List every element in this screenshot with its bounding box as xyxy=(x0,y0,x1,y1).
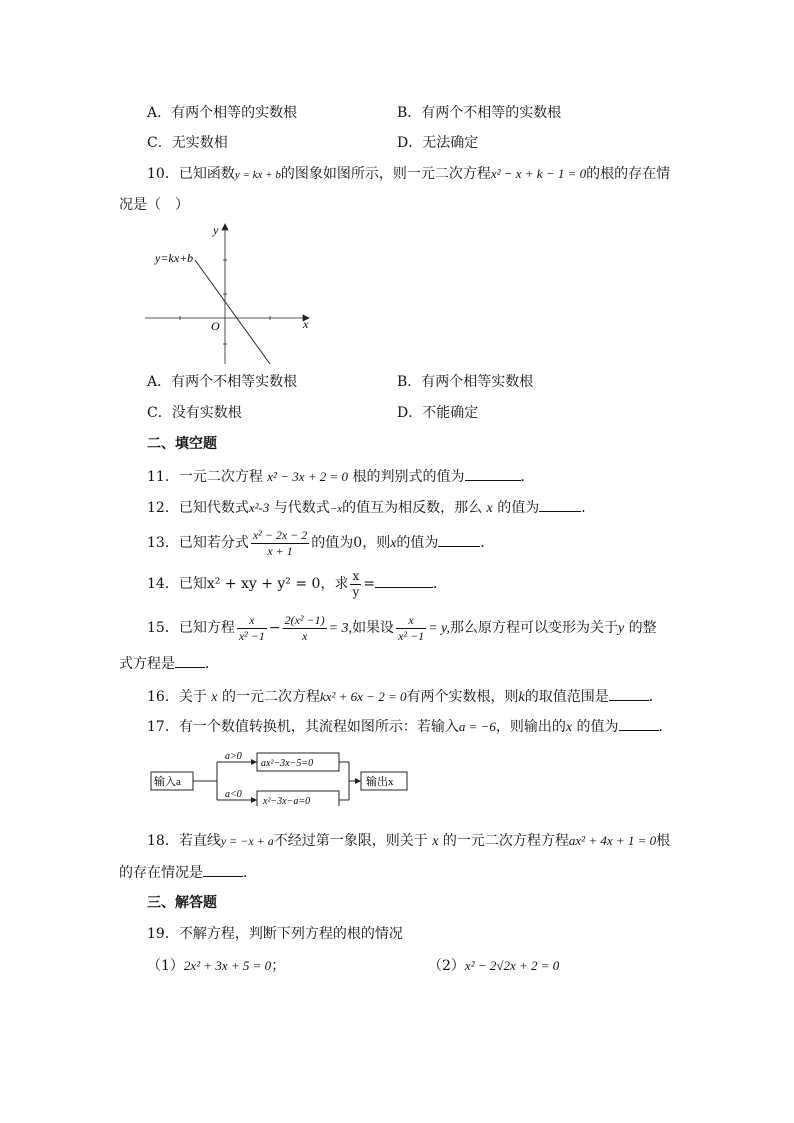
q15-fraction-2 xyxy=(283,613,327,644)
q14-end: ． xyxy=(432,576,447,592)
q14-blank xyxy=(375,573,433,588)
q13 xyxy=(147,526,494,561)
q18-blank xyxy=(203,862,243,877)
q10-line1 xyxy=(147,164,670,185)
q16-var: x xyxy=(211,690,218,705)
q19-number: 19． xyxy=(147,926,179,942)
q16 xyxy=(147,686,663,708)
q19-p1-label: （1） xyxy=(147,958,184,974)
q10-option-d: D．不能确定 xyxy=(397,405,479,421)
q18-text-c: 的一元二次方程方程 xyxy=(442,833,569,849)
q18-line-eq: y = −x + a xyxy=(220,834,274,848)
q12 xyxy=(147,497,595,519)
q11-text-b: 根的判别式的值为 xyxy=(352,469,465,485)
q17-text-c: 的值为 xyxy=(576,719,619,735)
q13-text-a: 已知若分式 xyxy=(178,535,249,551)
q15-eq-y: = y, xyxy=(428,621,450,636)
graph-line xyxy=(195,260,270,364)
q15-end: ． xyxy=(205,656,219,672)
q17-text-a: 有一个数值转换机，其流程如图所示：若输入 xyxy=(178,719,459,735)
q15-fraction-3 xyxy=(396,613,426,644)
graph-origin-label: O xyxy=(211,319,220,333)
q11-number: 11． xyxy=(147,469,179,485)
q17-text-b: ，则输出的 xyxy=(495,719,566,735)
q16-end: ． xyxy=(648,689,663,705)
q15-text-a: 已知方程 xyxy=(178,620,235,636)
q15-minus: − xyxy=(268,620,281,636)
graph-x-label: x xyxy=(303,317,309,331)
q16-blank xyxy=(609,686,649,701)
q12-var: x xyxy=(486,501,493,516)
q19-p1-end: ； xyxy=(271,958,286,974)
q16-var2: k xyxy=(518,690,525,705)
q13-number: 13． xyxy=(147,535,179,551)
q14-number: 14． xyxy=(147,576,179,592)
graph-y-label: y xyxy=(213,223,219,237)
q12-number: 12． xyxy=(147,500,179,516)
graph-grid xyxy=(145,224,309,364)
q19-part2 xyxy=(428,956,559,976)
q18-text-b: 不经过第一象限，则关于 xyxy=(273,833,428,849)
q14-text-a: 已知 xyxy=(178,576,207,592)
q10-number: 10． xyxy=(147,166,179,182)
q10-option-a: A．有两个不相等实数根 xyxy=(147,374,298,390)
q15-text-d: 的整 xyxy=(628,620,657,636)
q17-var: x xyxy=(565,720,573,735)
q19-p1-eq: 2x² + 3x + 5 = 0 xyxy=(183,958,272,973)
q18-equation: ax² + 4x + 1 = 0 xyxy=(568,833,657,848)
q18-text-a: 若直线 xyxy=(178,833,221,849)
q12-text-d: 的值为 xyxy=(497,500,540,516)
flow-eq2-label: x²−3x−a=0 xyxy=(263,796,311,806)
q13-text-b: 的值为0，则 xyxy=(311,535,391,551)
q14-numerator: x xyxy=(352,568,360,583)
y-axis-arrow xyxy=(222,224,228,230)
q16-text-d: 的取值范围是 xyxy=(524,689,609,705)
q12-expr2: −x xyxy=(329,503,343,515)
q17-end: . xyxy=(658,719,663,735)
q13-var: x xyxy=(390,536,397,551)
q15-text-e: 式方程是 xyxy=(119,656,175,672)
q15-eq3: = 3, xyxy=(328,621,353,636)
q11 xyxy=(147,466,535,487)
q16-equation: kx² + 6x − 2 = 0 xyxy=(319,689,407,704)
q19-text: 不解方程，判断下列方程的根的情况 xyxy=(178,926,403,942)
q14-fraction xyxy=(350,569,361,600)
q19-p2-label: （2） xyxy=(428,958,465,974)
q18-var: x xyxy=(432,834,439,849)
q13-denominator: x + 1 xyxy=(267,543,293,558)
q15-blank xyxy=(175,653,205,668)
q19-part1 xyxy=(147,956,285,976)
q14-eq: = xyxy=(363,576,375,592)
q10-option-c: C．没有实数根 xyxy=(147,405,242,421)
q10-text-a: 已知函数 xyxy=(178,166,235,182)
graph-line-label: y=kx+b xyxy=(155,251,194,265)
q15-f1-den: x² −1 xyxy=(238,628,265,643)
q15-var: y xyxy=(617,621,625,636)
q16-text-a: 关于 xyxy=(178,689,207,705)
q12-expr1: x²-3 xyxy=(248,500,270,515)
q10-func: y = kx + b xyxy=(234,169,281,181)
q12-text-a: 已知代数式 xyxy=(178,500,249,516)
q18-line2 xyxy=(119,862,257,883)
q13-blank xyxy=(438,532,480,547)
q15-f2-num: 2(x² −1) xyxy=(284,612,325,627)
q9-option-d: D．无法确定 xyxy=(397,135,479,151)
q12-end: ． xyxy=(581,500,596,516)
q13-text-c: 的值为 xyxy=(396,535,439,551)
q14-text-b: ，求 xyxy=(320,576,349,592)
q17-number: 17． xyxy=(147,719,179,735)
flow-output-label: 输出x xyxy=(366,776,394,788)
q18-end: ． xyxy=(243,865,257,881)
q13-numerator: x² − 2x − 2 xyxy=(252,527,308,542)
q11-blank xyxy=(465,466,521,481)
q15-text-b: 如果设 xyxy=(352,620,395,636)
q16-text-c: 有两个实数根，则 xyxy=(406,689,519,705)
q16-text-b: 的一元二次方程 xyxy=(221,689,320,705)
flow-input-label: 输入a xyxy=(154,776,181,788)
q18-text-d: 根 xyxy=(656,833,671,849)
q12-text-b: 与代数式 xyxy=(273,500,330,516)
q11-equation: x² − 3x + 2 = 0 xyxy=(267,469,349,484)
q15-number: 15． xyxy=(147,620,179,636)
q15-text-c: 那么原方程可以变形为关于 xyxy=(449,620,618,636)
q19-p2-eq: x² − 2√2x + 2 = 0 xyxy=(464,958,560,973)
q10-text-b: 的图象如图所示，则一元二次方程 xyxy=(280,166,491,182)
q18-line1 xyxy=(147,831,670,852)
q15-f1-num: x xyxy=(237,613,267,629)
q14-equation: x² + xy + y² = 0 xyxy=(206,576,321,592)
q14 xyxy=(147,567,447,601)
q17-blank xyxy=(619,716,659,731)
section-fill-blank-heading: 二、填空题 xyxy=(147,436,217,452)
q9-option-b: B．有两个不相等的实数根 xyxy=(397,105,562,121)
flow-eq1-label: ax²−3x−5=0 xyxy=(261,758,314,769)
q12-text-c: 的值互为相反数，那么 xyxy=(342,500,483,516)
q15-f3-den: x² −1 xyxy=(398,628,425,643)
q13-end: ． xyxy=(480,535,495,551)
q15-line2 xyxy=(119,653,219,674)
q19 xyxy=(147,924,403,944)
q10-equation: x² − x + k − 1 = 0 xyxy=(490,166,587,181)
q18-text-e: 的存在情况是 xyxy=(119,865,203,881)
q10-graph xyxy=(145,222,315,367)
q14-denominator: y xyxy=(352,584,360,599)
q10-option-b: B．有两个相等实数根 xyxy=(397,374,534,390)
q18-number: 18． xyxy=(147,833,179,849)
q16-number: 16． xyxy=(147,689,179,705)
section-answer-heading: 三、解答题 xyxy=(147,895,217,911)
q9-option-a: A．有两个相等的实数根 xyxy=(147,105,298,121)
q13-fraction xyxy=(251,528,309,559)
q10-line2: 况是（ ） xyxy=(119,197,189,213)
q15-line1 xyxy=(147,610,657,647)
q15-f3-num: x xyxy=(396,613,426,629)
q17-input-val: a = −6 xyxy=(458,719,496,734)
q9-option-c: C．无实数相 xyxy=(147,135,228,151)
q17 xyxy=(147,716,663,738)
q11-text-a: 一元二次方程 xyxy=(178,469,263,485)
q15-fraction-1 xyxy=(237,613,267,644)
flow-cond2-label: a<0 xyxy=(225,789,242,800)
q12-blank xyxy=(539,497,581,512)
q17-flowchart xyxy=(145,748,415,806)
q10-text-c: 的根的存在情 xyxy=(586,166,671,182)
flow-cond1-label: a>0 xyxy=(225,751,242,762)
q15-f2-den: x xyxy=(301,628,308,643)
q11-end: ． xyxy=(520,469,535,485)
